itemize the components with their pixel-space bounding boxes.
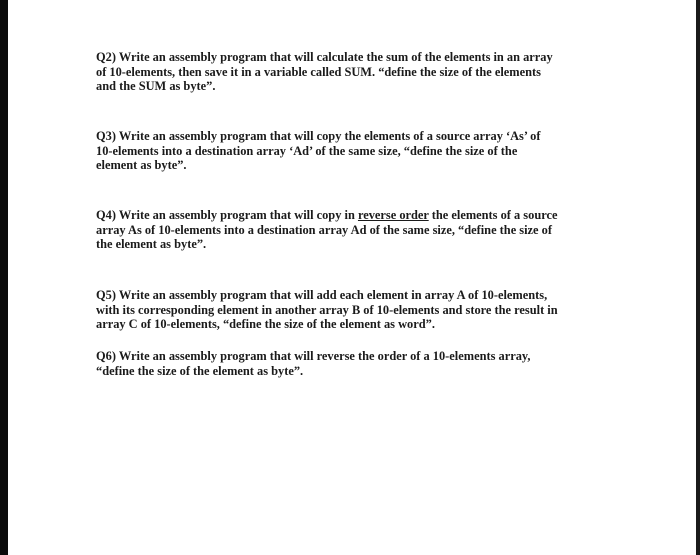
question-q6-line-2: “define the size of the element as byte”. [96,363,304,378]
question-q5 [96,288,558,332]
question-q4 [96,208,558,252]
question-q5-line-2: with its corresponding element in another array B of 10-elements and store the result in [96,302,558,317]
underlined-reverse-order: reverse order [357,208,429,222]
left-border [0,0,8,555]
question-q4-line-1-end: the elements of a source [428,208,558,222]
question-q2-line-2: of 10-elements, then save it in a variable called SUM. “define the size of the elements [96,64,541,79]
question-q6-line-1: Q6) Write an assembly program that will reverse the order of a 10-elements array, [96,349,531,363]
right-border [696,0,700,555]
question-q4-line-2: array As of 10-elements into a destination array Ad of the same size, “define the size of [96,222,552,237]
question-q3-line-1: Q3) Write an assembly program that will copy the elements of a source array ‘As’ of [96,129,541,143]
question-q5-line-1: Q5) Write an assembly program that will add each element in array A of 10-elements, [96,288,548,302]
question-q6 [96,349,531,378]
question-q4-line-1-start: Q4) Write an assembly program that will copy in [96,208,358,222]
question-q2 [96,50,553,94]
question-q3-line-2: 10-elements into a destination array ‘Ad’ of the same size, “define the size of the [96,143,518,158]
question-q2-line-1: Q2) Write an assembly program that will calculate the sum of the elements in an array [96,50,553,64]
question-q3-line-3: element as byte”. [96,158,187,173]
question-q5-line-3: array C of 10-elements, “define the size of the element as word”. [96,317,435,332]
question-q2-line-3: and the SUM as byte”. [96,79,216,94]
question-q3 [96,129,541,173]
question-q4-line-3: the element as byte”. [96,237,207,252]
